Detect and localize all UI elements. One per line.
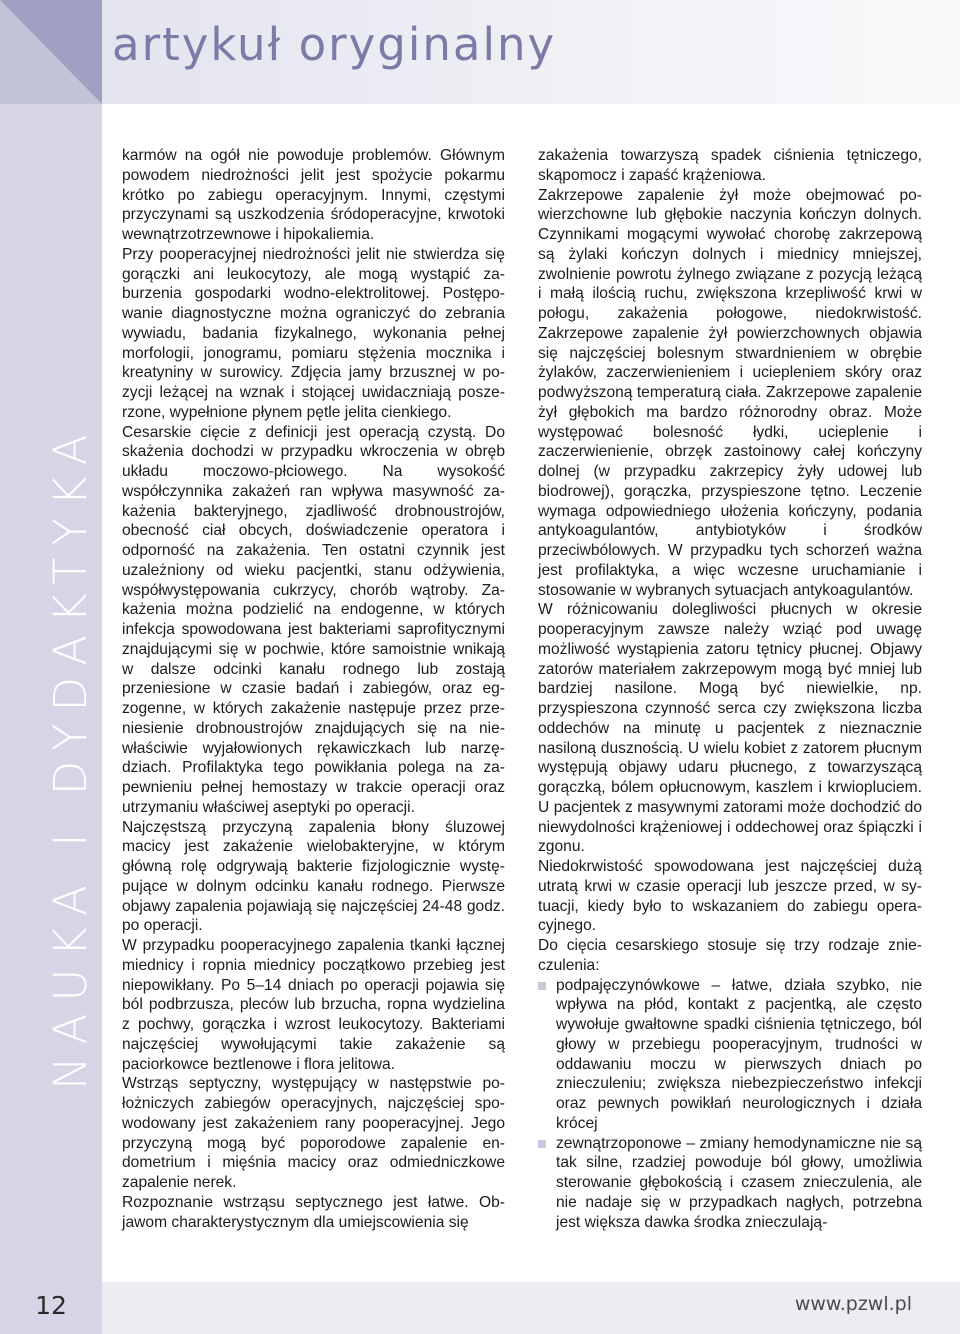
paragraph: Cesarskie cięcie z definicji jest operacją czystą. Do skażenia dochodzi w przypadku wkroczenia w obręb układu moczowo-płciowego. Na wysokość współczynnika zakażeń ran wpływa masywność zakażenia bakteryjnego, zjadliwość drobnoustrojów, obecność ciał obcych, doświadczenie operatora i odporność na zakażenia. Ten ostatni czynnik jest uzależniony od wieku pacjentki, stanu odżywienia, współwystępowania cukrzycy, chorób wątroby. Zakażenia można podzielić na endogenne, w których infekcja spowodowana jest bakteriami saprofitycznymi znajdującymi się w pochwie, które samoistnie wnikają w dalsze odcinki kanału rodnego lub zostają przeniesione w czasie badań i zabiegów, oraz egzogenne, w których zakażenie następuje przez przeniesienie drobnoustrojów znajdujących się na niewłaściwie wyjałowionych rękawiczkach lub narzędziach. Profilaktyka tego powikłania polega na zapewnieniu pełnej hemostazy w trakcie operacji oraz utrzymaniu właściwej aseptyki po operacji.	[122, 423, 505, 816]
bullet-list	[538, 976, 922, 1233]
square-bullet-icon	[538, 1140, 546, 1148]
paragraph: Do cięcia cesarskiego stosuje się trzy rodzaje znieczulenia:	[538, 937, 922, 974]
paragraph: Najczęstszą przyczyną zapalenia błony śluzowej macicy jest zakażenie wielobakteryjne, w którym główną rolę odgrywają bakterie fizjologicznie występujące w dolnym odcinku kanału rodnego. Pierwsze objawy zapalenia pojawiają się najczęściej 24-48 godz. po operacji.	[122, 818, 505, 935]
paragraph: Rozpoznanie wstrząsu septycznego jest łatwe. Objawom charakterystycznym dla umiejscowienia się	[122, 1193, 505, 1231]
list-item	[538, 976, 922, 1134]
list-item	[538, 1134, 922, 1233]
page-title: artykuł oryginalny	[112, 18, 557, 71]
corner-triangle-decoration	[0, 0, 102, 104]
paragraph: W przypadku pooperacyjnego zapalenia tkanki łącznej miednicy i ropnia miednicy początkowo przebieg jest niepowikłany. Po 5–14 dniach po operacji pojawia się ból podbrzusza, pleców lub brzucha, ropna wydzielina z pochwy, gorączka i wzrost leukocytozy. Bakteriami najczęściej wywołującymi takie zakażenie są paciorkowce beztlenowe i flora jelitowa.	[122, 937, 505, 1073]
paragraph: W różnicowaniu dolegliwości płucnych w okresie pooperacyjnym zawsze należy wziąć pod uwagę możliwość wystąpienia zatoru tętnicy płucnej. Objawy zatorów materiałem zakrzepowym mogą być mniej lub bardziej nasilone. Mogą być niewielkie, np. przyspieszona czynność serca czy zwiększona liczba oddechów na minutę u pacjentek z nieznacznie nasiloną dusznością. U wielu kobiet z zatorem płucnym występują objawy udaru płucnego, z towarzyszącą gorączką, bólem opłucnowym, kaszlem i krwiopluciem. U pacjentek z masywnymi zatorami może dochodzić do niewydolności krążeniowej i oddechowej oraz śpiączki i zgonu.	[538, 601, 922, 856]
footer-url: www.pzwl.pl	[794, 1293, 912, 1315]
square-bullet-icon	[538, 982, 546, 990]
paragraph: karmów na ogół nie powoduje problemów. Głównym powodem niedrożności jelit jest spożycie pokarmu krótko po zabiegu operacyjnym. Innymi, częstymi przyczynami są uszkodzenia śródoperacyjne, krwotoki wewnątrzotrzewnowe i hipokaliemia.	[122, 147, 505, 243]
paragraph: Wstrząs septyczny, występujący w następstwie położniczych zabiegów operacyjnych, najczęściej spowodowany jest zakażeniem rany pooperacyjnej. Jego przyczyną mogą być poporodowe zapalenie endometrium i mięśnia macicy oraz odmiedniczkowe zapalenie nerek.	[122, 1075, 505, 1191]
paragraph: Niedokrwistość spowodowana jest najczęściej dużą utratą krwi w czasie operacji lub jeszcze przed, w sytuacji, kiedy było to wskazaniem do zabiegu operacyjnego.	[538, 858, 922, 935]
right-column	[538, 146, 922, 1232]
paragraph: Zakrzepowe zapalenie żył może obejmować powierzchowne lub głębokie naczynia kończyn dolnych. Czynnikami mogącymi wywołać chorobę zakrzepową są żylaki kończyn dolnych i miednicy mniejszej, zwolnienie powrotu żylnego związane z pozycją leżącą i małą ilością ruchu, zwiększona krzepliwość krwi w połogu, zakażenia połogowe, niedokrwistość. Zakrzepowe zapalenie żył powierzchownych objawia się najczęściej bolesnym stwardnieniem w obrębie żylaków, zaczerwienieniem i uciepleniem skóry oraz podwyższoną temperaturą ciała. Zakrzepowe zapalenie żył głębokich ma bardzo różnorodny obraz. Może występować bolesność łydki, ucieplenie i zaczerwienienie, obrzęk zastoinowy całej kończyny dolnej (w przypadku zakrzepicy żyły udowej lub biodrowej), gorączka, przyspieszone tętno. Leczenie wymaga odpowiedniego ułożenia kończyny, podania antykoagulantów, antybiotyków i środków przeciwbólowych. W przypadku tych schorzeń ważna jest profilaktyka, a więc wczesne uruchamianie i stosowanie w wybranych sytuacjach antykoagulantów.	[538, 186, 922, 599]
left-column	[122, 146, 505, 1232]
page-number: 12	[35, 1291, 67, 1320]
section-label: NAUKA I DYDAKTYKA	[44, 422, 97, 1090]
list-item-text: podpajęczynówkowe – łatwe, działa szybko, nie wpływa na płód, kontakt z pacjentką, ale często wywołuje gwałtowne spadki ciśnienia tętniczego, ból głowy w przebiegu pooperacyjnym, trudności w oddawaniu moczu w pierwszych dniach po znieczuleniu; zwiększa niebezpieczeństwo infekcji oraz pewnych powikłań neurologicznych i działa krócej	[556, 976, 922, 1132]
list-item-text: zewnątrzoponowe – zmiany hemodynamiczne nie są tak silne, rzadziej powoduje ból głowy, umożliwia sterowanie głębokością i czasem znieczulenia, ale nie nadaje się w przypadkach nagłych, potrzebna jest większa dawka środka znieczulają-	[556, 1134, 922, 1231]
paragraph: zakażenia towarzyszą spadek ciśnienia tętniczego, skąpomocz i zapaść krążeniowa.	[538, 147, 922, 184]
paragraph: Przy pooperacyjnej niedrożności jelit nie stwierdza się gorączki ani leukocytozy, ale mogą wystąpić zaburzenia gospodarki wodno-elektrolitowej. Postępowanie diagnostyczne można ograniczyć do zebrania wywiadu, badania fizykalnego, wykonania pełnej morfologii, jonogramu, pomiaru stężenia mocznika i kreatyniny w surowicy. Zdjęcia jamy brzusznej w pozycji leżącej na wznak i stojącej uwidaczniają poszerzone, wypełnione płynem pętle jelita cienkiego.	[122, 245, 505, 421]
